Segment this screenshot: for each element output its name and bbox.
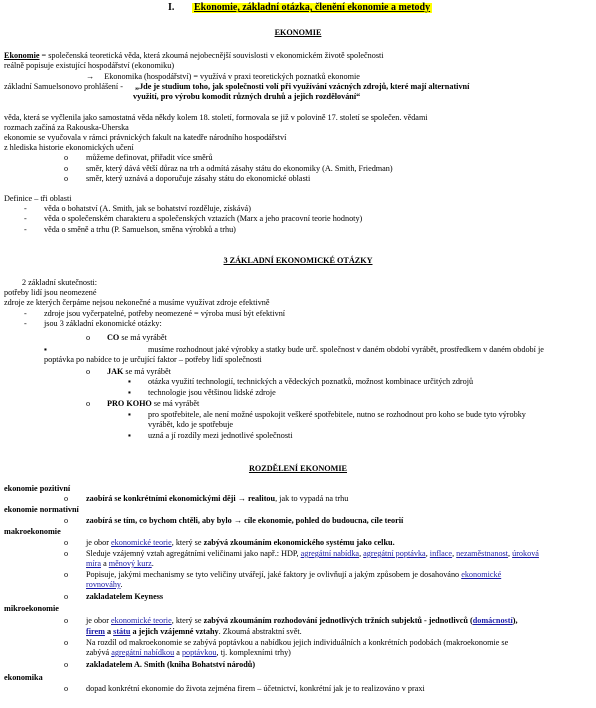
link-ekonomicke-teorie[interactable]: ekonomické teorie bbox=[111, 616, 172, 625]
list-item-cont: firem a státu a jejich vzájemné vztahy. Zkoumá abstraktní svět. bbox=[86, 627, 302, 636]
list-item: zdroje jsou vyčerpatelné, potřeby neomezené = výroba musí být efektivní bbox=[44, 309, 286, 318]
list-item: věda o směně a trhu (P. Samuelson, směna výrobků a trhu) bbox=[44, 225, 236, 234]
link-agregatni-poptavka[interactable]: agregátní poptávka bbox=[363, 549, 426, 558]
list-item: můžeme definovat, přiřadit více směrů bbox=[86, 153, 213, 162]
dash-bullet-icon: - bbox=[24, 204, 27, 213]
list-item-cont: rovnováhy. bbox=[86, 580, 123, 589]
circle-bullet-icon: o bbox=[64, 494, 69, 503]
link-domacnosti[interactable]: domácností bbox=[472, 616, 513, 625]
paragraph-line: potřeby lidí jsou neomezené bbox=[4, 288, 97, 297]
list-item: zaobírá se konkrétními ekonomickými ději → realitou, jak to vypadá na trhu bbox=[86, 494, 349, 503]
link-ekonomicke[interactable]: ekonomické bbox=[461, 570, 502, 579]
list-item: věda o bohatství (A. Smith, jak se bohatství rozděluje, získává) bbox=[44, 204, 251, 213]
list-item: uzná a jí rozdíly mezi jednotlivé společnosti bbox=[148, 431, 293, 440]
list-item: zaobírá se tím, co bychom chtěli, aby bylo → cíle ekonomie, pohled do budoucna, cíle teorií bbox=[86, 516, 404, 525]
circle-bullet-icon: o bbox=[64, 516, 69, 525]
square-bullet-icon: ▪ bbox=[128, 388, 131, 397]
ekonomika-line: → Ekonomika (hospodářství) = využívá v praxi teoretických poznatků ekonomie bbox=[86, 72, 360, 81]
circle-bullet-icon: o bbox=[64, 570, 69, 579]
circle-bullet-icon: o bbox=[64, 153, 69, 162]
paragraph-line: ekonomie se vyučovala v rámci právnických fakult na katedře národního hospodářství bbox=[4, 133, 287, 142]
list-item: pro spotřebitele, ale není možné uspokojit veškeré spotřebitele, nutno se rozhodnout pro koho se bude tyto výrobky bbox=[148, 410, 526, 419]
link-nezamestnanost[interactable]: nezaměstnanost bbox=[456, 549, 509, 558]
circle-bullet-icon: o bbox=[64, 164, 69, 173]
list-item: je obor ekonomické teorie, který se zabývá zkoumáním ekonomického systému jako celku. bbox=[86, 538, 395, 547]
label-ekonomika: ekonomika bbox=[4, 673, 43, 682]
list-item: dopad konkrétní ekonomie do života zejména firem – účetnictví, konkrétní jak je to realizováno v praxi bbox=[86, 684, 425, 693]
heading-rozdeleni: ROZDĚLENÍ EKONOMIE bbox=[248, 464, 348, 473]
dash-bullet-icon: - bbox=[24, 214, 27, 223]
link-agregatni-nabidkou[interactable]: agregátní nabídkou bbox=[111, 648, 175, 657]
list-item-cont: vyrábět, kdo je spotřebuje bbox=[148, 420, 234, 429]
list-item: technologie jsou většinou lidské zdroje bbox=[148, 388, 276, 397]
dash-bullet-icon: - bbox=[24, 309, 27, 318]
arrow-icon: → bbox=[233, 516, 243, 525]
list-item-co: CO se má vyrábět bbox=[107, 333, 167, 342]
label-pozitivni: ekonomie pozitivní bbox=[4, 484, 71, 493]
list-item: směr, který uznává a doporučuje zásahy státu do ekonomické oblasti bbox=[86, 174, 311, 183]
title-text: Ekonomie, základní otázka, členění ekonomie a metody bbox=[194, 2, 431, 13]
list-item: Sleduje vzájemný vztah agregátními veličinami jako např.: HDP, agregátní nabídka, agregátní poptávka, inflace, nezaměstnanost, úroková bbox=[86, 549, 539, 558]
list-item: otázka využití technologií, technických a vědeckých poznatků, možnost kombinace určitých zdrojů bbox=[148, 377, 474, 386]
link-mira[interactable]: míra bbox=[86, 559, 102, 568]
ekonomie-definition: Ekonomie = společenská teoretická věda, která zkoumá nejobecnější souvislosti v ekonomickém životě společnosti bbox=[4, 51, 384, 60]
label-normativni: ekonomie normativní bbox=[4, 505, 79, 514]
square-bullet-icon: ▪ bbox=[128, 410, 131, 419]
circle-bullet-icon: o bbox=[64, 684, 69, 693]
link-inflace[interactable]: inflace bbox=[429, 549, 453, 558]
link-firem[interactable]: firem bbox=[86, 627, 105, 636]
link-statu[interactable]: státu bbox=[113, 627, 131, 636]
circle-bullet-icon: o bbox=[64, 660, 69, 669]
link-ekonomicke-teorie[interactable]: ekonomické teorie bbox=[111, 538, 172, 547]
link-menovy-kurz[interactable]: měnový kurz bbox=[108, 559, 152, 568]
samuelson-line: základní Samuelsonovo prohlášení - „Jde je studium toho, jak společnosti volí při využívání vzácných zdrojů, které mají alternativní bbox=[4, 82, 470, 91]
paragraph-line: z hlediska historie ekonomických učení bbox=[4, 143, 134, 152]
circle-bullet-icon: o bbox=[86, 399, 91, 408]
samuelson-line-2: využití, pro výrobu komodit různých druhů a jejich rozdělování“ bbox=[133, 92, 361, 101]
list-item-pro-koho: PRO KOHO se má vyrábět bbox=[107, 399, 200, 408]
list-item: poptávka po nabídce to je určující faktor – potřeby lidí společnosti bbox=[44, 355, 262, 364]
paragraph-line: 2 základní skutečnosti: bbox=[22, 278, 98, 287]
list-item: je obor ekonomické teorie, který se zabývá zkoumáním rozhodování jednotlivých tržních subjektů - jednotlivců (domácností), bbox=[86, 616, 518, 625]
heading-otazky: 3 ZÁKLADNÍ EKONOMICKÉ OTÁZKY bbox=[223, 256, 373, 265]
dash-bullet-icon: - bbox=[24, 319, 27, 328]
list-item: směr, který dává větší důraz na trh a odmítá zásahy státu do ekonomiky (A. Smith, Friedman) bbox=[86, 164, 393, 173]
circle-bullet-icon: o bbox=[64, 616, 69, 625]
square-bullet-icon: ▪ bbox=[44, 345, 47, 354]
arrow-icon: → bbox=[237, 494, 246, 503]
definice-heading: Definice – tři oblasti bbox=[4, 194, 72, 203]
list-item-jak: JAK se má vyrábět bbox=[107, 367, 171, 376]
heading-ekonomie: EKONOMIE bbox=[274, 28, 322, 37]
dash-bullet-icon: - bbox=[24, 225, 27, 234]
link-urokova[interactable]: úroková bbox=[512, 549, 539, 558]
list-item: věda o společenském charakteru a společenských vztazích (Marx a jeho pracovní teorie hodnoty) bbox=[44, 214, 363, 223]
list-item: musíme rozhodnout jaké výrobky a statky bude urč. společnost v daném období vyrábět, prostředkem v daném období je bbox=[148, 345, 544, 354]
circle-bullet-icon: o bbox=[64, 174, 69, 183]
square-bullet-icon: ▪ bbox=[128, 431, 131, 440]
paragraph-line: věda, která se vyčlenila jako samostatná věda někdy kolem 18. století, formovala se již v polovině 17. století se společen. vědami bbox=[4, 113, 428, 122]
paragraph-line: rozmach začíná za Rakouska-Uherska bbox=[4, 123, 129, 132]
paragraph-line: reálně popisuje existující hospodářství (ekonomiku) bbox=[4, 61, 175, 70]
link-agregatni-nabidka[interactable]: agregátní nabídka bbox=[300, 549, 360, 558]
link-rovnovahy[interactable]: rovnováhy bbox=[86, 580, 121, 589]
list-item: zakladatelem Keyness bbox=[86, 592, 164, 601]
list-item-cont: zabývá agregátní nabídkou a poptávkou, tj. komplexními trhy) bbox=[86, 648, 291, 657]
title-number: I. bbox=[168, 2, 175, 13]
arrow-icon: → bbox=[86, 72, 95, 81]
circle-bullet-icon: o bbox=[64, 592, 69, 601]
circle-bullet-icon: o bbox=[86, 367, 91, 376]
square-bullet-icon: ▪ bbox=[128, 377, 131, 386]
label-mikroekonomie: mikroekonomie bbox=[4, 604, 59, 613]
list-item: Na rozdíl od makroekonomie se zabývá poptávkou a nabídkou jejich individuálních a konkrétních podobách (makroekonomie se bbox=[86, 638, 509, 647]
list-item: zakladatelem A. Smith (kniha Bohatství národů) bbox=[86, 660, 256, 669]
list-item: jsou 3 základní ekonomické otázky: bbox=[44, 319, 162, 328]
list-item: Popisuje, jakými mechanismy se tyto veličiny utvářejí, jaké faktory je ovlivňují a jakým způsobem je dosahováno ekonomické bbox=[86, 570, 502, 579]
paragraph-line: zdroje ze kterých čerpáme nejsou nekonečné a musíme využívat zdroje efektivně bbox=[4, 298, 270, 307]
circle-bullet-icon: o bbox=[86, 333, 91, 342]
label-makroekonomie: makroekonomie bbox=[4, 527, 61, 536]
link-poptavkou[interactable]: poptávkou bbox=[181, 648, 217, 657]
circle-bullet-icon: o bbox=[64, 638, 69, 647]
list-item-cont: míra a měnový kurz. bbox=[86, 559, 154, 568]
circle-bullet-icon: o bbox=[64, 538, 69, 547]
circle-bullet-icon: o bbox=[64, 549, 69, 558]
